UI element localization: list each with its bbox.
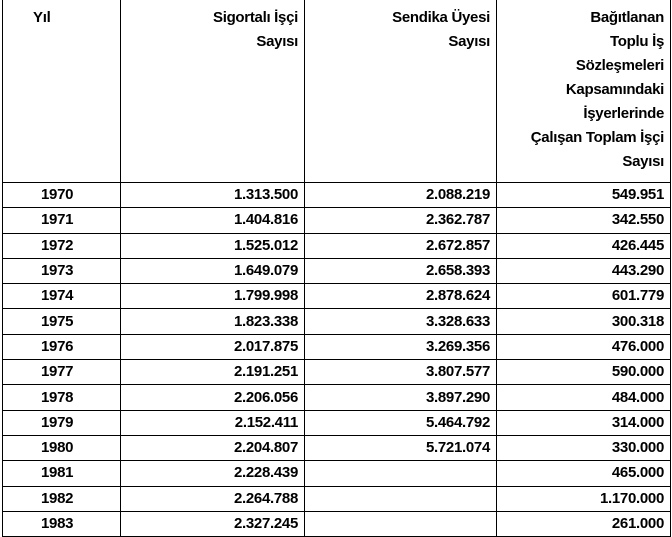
cell-collective-agreement-workers: 476.000	[497, 334, 671, 359]
header-line: Sendika Üyesi	[392, 9, 490, 26]
cell-year: 1980	[3, 435, 121, 460]
cell-union-members: 5.721.074	[305, 435, 497, 460]
table-row	[3, 360, 671, 385]
header-line: Sayısı	[622, 153, 664, 170]
header-line: Çalışan Toplam İşçi	[530, 129, 664, 146]
header-line: Toplu İş	[610, 33, 664, 50]
header-line: Sayısı	[448, 33, 490, 50]
table-row	[3, 258, 671, 283]
cell-union-members: 2.088.219	[305, 183, 497, 208]
cell-union-members: 3.269.356	[305, 334, 497, 359]
header-union-members	[305, 0, 497, 183]
table-row	[3, 410, 671, 435]
cell-collective-agreement-workers: 484.000	[497, 385, 671, 410]
cell-insured-workers: 2.206.056	[121, 385, 305, 410]
cell-year: 1973	[3, 258, 121, 283]
cell-year: 1977	[3, 360, 121, 385]
cell-insured-workers: 2.327.245	[121, 511, 305, 536]
statistics-table	[2, 0, 671, 537]
cell-collective-agreement-workers: 426.445	[497, 233, 671, 258]
header-collective-agreement-workers	[497, 0, 671, 183]
cell-year: 1974	[3, 284, 121, 309]
cell-collective-agreement-workers: 443.290	[497, 258, 671, 283]
header-line: Sayısı	[256, 33, 298, 50]
cell-union-members: 2.672.857	[305, 233, 497, 258]
cell-collective-agreement-workers: 601.779	[497, 284, 671, 309]
header-row	[3, 0, 671, 183]
cell-year: 1978	[3, 385, 121, 410]
cell-year: 1976	[3, 334, 121, 359]
cell-insured-workers: 1.799.998	[121, 284, 305, 309]
cell-insured-workers: 2.191.251	[121, 360, 305, 385]
cell-insured-workers: 1.313.500	[121, 183, 305, 208]
cell-insured-workers: 2.204.807	[121, 435, 305, 460]
header-line: Sigortalı İşçi	[213, 9, 298, 26]
cell-year: 1972	[3, 233, 121, 258]
cell-union-members: 3.807.577	[305, 360, 497, 385]
table-row	[3, 334, 671, 359]
cell-year: 1979	[3, 410, 121, 435]
cell-union-members: 3.328.633	[305, 309, 497, 334]
cell-union-members: 5.464.792	[305, 410, 497, 435]
cell-union-members: 2.658.393	[305, 258, 497, 283]
table-row	[3, 183, 671, 208]
header-line: Sözleşmeleri	[575, 57, 664, 74]
cell-year: 1981	[3, 461, 121, 486]
table-row	[3, 208, 671, 233]
cell-union-members	[305, 461, 497, 486]
table-row	[3, 233, 671, 258]
cell-collective-agreement-workers: 590.000	[497, 360, 671, 385]
table-row	[3, 461, 671, 486]
table-row	[3, 284, 671, 309]
cell-insured-workers: 1.823.338	[121, 309, 305, 334]
header-line: Kapsamındaki	[565, 81, 664, 98]
cell-union-members: 2.878.624	[305, 284, 497, 309]
header-line: İşyerlerinde	[583, 105, 664, 122]
cell-collective-agreement-workers: 465.000	[497, 461, 671, 486]
header-year	[3, 0, 121, 183]
cell-collective-agreement-workers: 261.000	[497, 511, 671, 536]
cell-collective-agreement-workers: 330.000	[497, 435, 671, 460]
cell-collective-agreement-workers: 300.318	[497, 309, 671, 334]
cell-insured-workers: 2.264.788	[121, 486, 305, 511]
table-row	[3, 385, 671, 410]
cell-insured-workers: 1.649.079	[121, 258, 305, 283]
cell-insured-workers: 2.228.439	[121, 461, 305, 486]
cell-collective-agreement-workers: 1.170.000	[497, 486, 671, 511]
cell-year: 1970	[3, 183, 121, 208]
cell-insured-workers: 1.404.816	[121, 208, 305, 233]
cell-year: 1983	[3, 511, 121, 536]
table-row	[3, 435, 671, 460]
cell-year: 1982	[3, 486, 121, 511]
header-line: Yıl	[33, 9, 51, 26]
cell-year: 1975	[3, 309, 121, 334]
cell-year: 1971	[3, 208, 121, 233]
cell-insured-workers: 2.017.875	[121, 334, 305, 359]
table-row	[3, 309, 671, 334]
cell-insured-workers: 1.525.012	[121, 233, 305, 258]
table-row	[3, 486, 671, 511]
cell-insured-workers: 2.152.411	[121, 410, 305, 435]
cell-union-members: 2.362.787	[305, 208, 497, 233]
cell-union-members	[305, 486, 497, 511]
cell-collective-agreement-workers: 342.550	[497, 208, 671, 233]
cell-union-members: 3.897.290	[305, 385, 497, 410]
header-insured-workers	[121, 0, 305, 183]
cell-collective-agreement-workers: 549.951	[497, 183, 671, 208]
header-line: Bağıtlanan	[590, 9, 664, 26]
cell-collective-agreement-workers: 314.000	[497, 410, 671, 435]
